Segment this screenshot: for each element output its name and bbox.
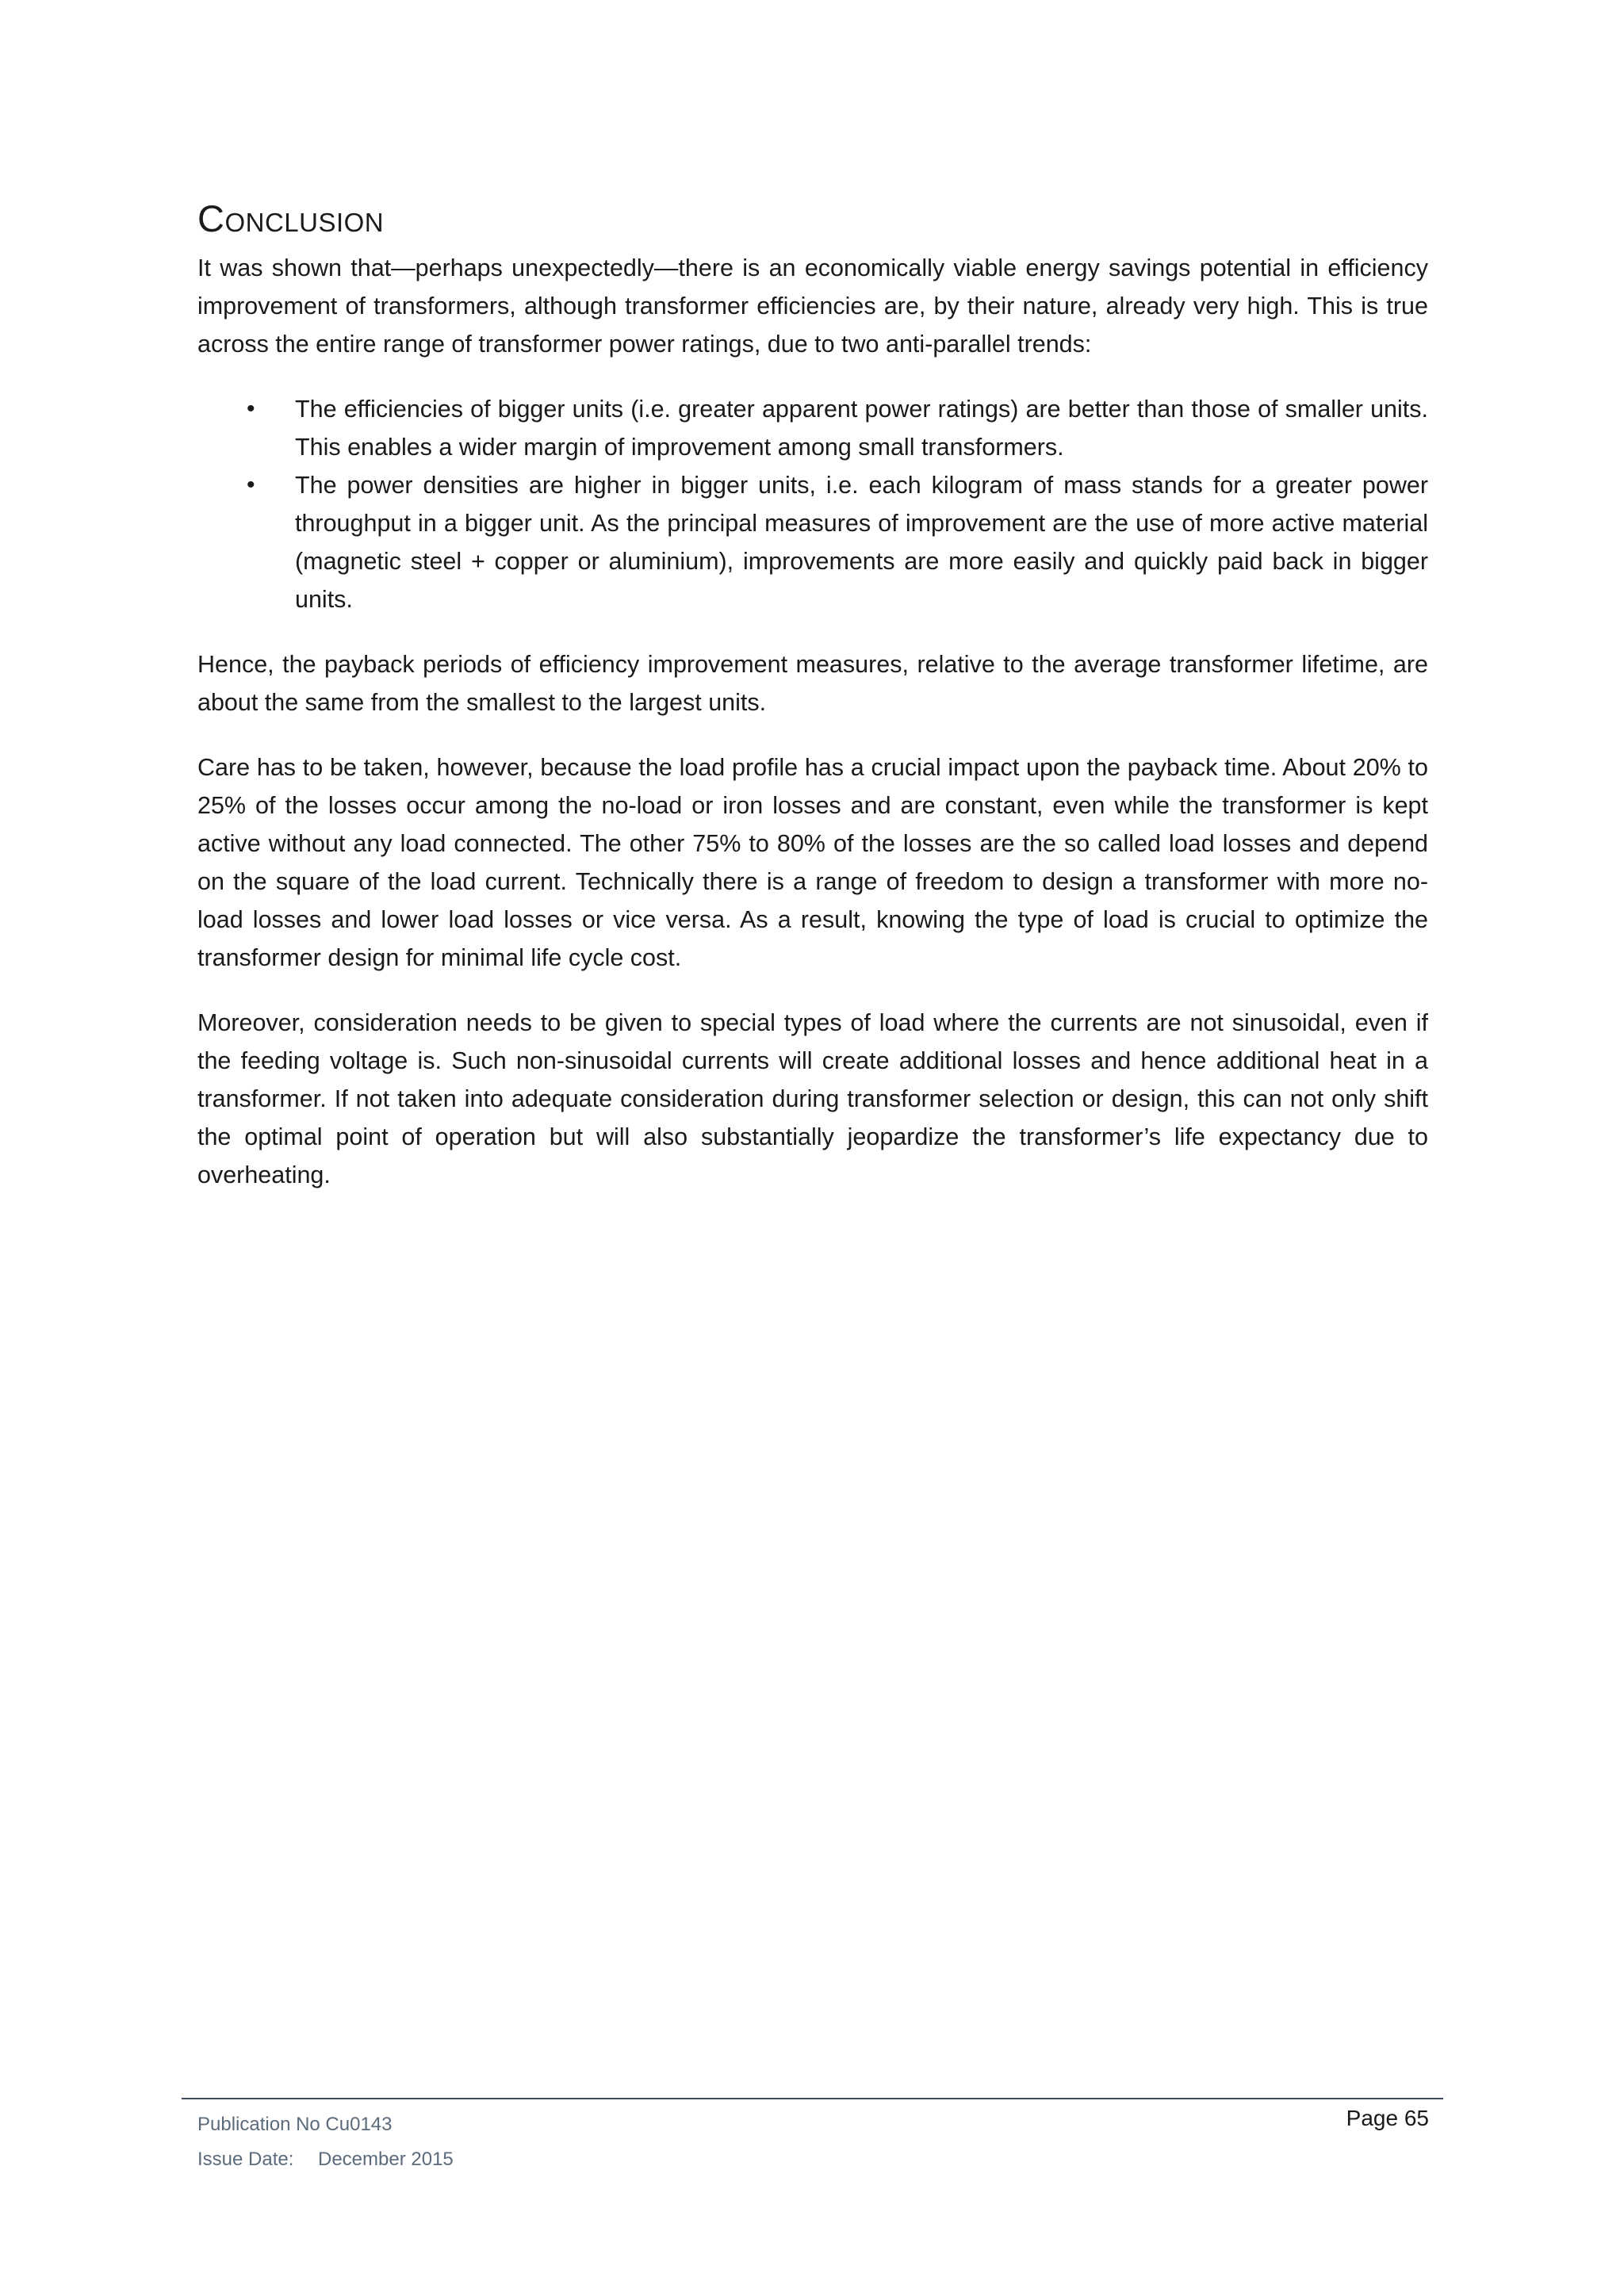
list-item (197, 390, 1428, 466)
bullet-text: The efficiencies of bigger units (i.e. greater apparent power ratings) are better than those of smaller units. This enables a wider margin of improvement among small transformers. (295, 396, 1428, 461)
issue-date-value: December 2015 (318, 2149, 454, 2170)
bullet-icon: • (247, 396, 255, 423)
section-heading: Conclusion (197, 197, 385, 239)
intro-paragraph: It was shown that—perhaps unexpectedly—there is an economically viable energy savings potential in efficiency improvement of transformers, although transformer efficiencies are, by their nature, already very high. This is true across the entire range of transformer power ratings, due to two anti-parallel trends: (197, 254, 1428, 358)
load-profile-paragraph: Care has to be taken, however, because the load profile has a crucial impact upon the payback time. About 20% to 25% of the losses occur among the no-load or iron losses and are constant, even while the transformer is kept active without any load connected. The other 75% to 80% of the losses are the so called load losses and depend on the square of the load current. Technically there is a range of freedom to design a transformer with more no-load losses and lower load losses or vice versa. As a result, knowing the type of load is crucial to optimize the transformer design for minimal life cycle cost. (197, 754, 1428, 972)
list-item (197, 466, 1428, 618)
non-sinusoidal-paragraph: Moreover, consideration needs to be given to special types of load where the currents are not sinusoidal, even if the feeding voltage is. Such non-sinusoidal currents will create additional losses and hence additional heat in a transformer. If not taken into adequate consideration during transformer selection or design, this can not only shift the optimal point of operation but will also substantially jeopardize the transformer’s life expectancy due to overheating. (197, 1009, 1428, 1189)
bullet-icon: • (247, 472, 255, 499)
bullet-text: The power densities are higher in bigger units, i.e. each kilogram of mass stands for a greater power throughput in a bigger unit. As the principal measures of improvement are the use of more active material (magnetic steel + copper or aluminium), improvements are more easily and quickly paid back in bigger units. (295, 472, 1428, 614)
page-content (197, 197, 1428, 1221)
payback-paragraph: Hence, the payback periods of efficiency improvement measures, relative to the average transformer lifetime, are about the same from the smallest to the largest units. (197, 651, 1428, 717)
publication-number: Publication No Cu0143 (197, 2114, 393, 2135)
footer-info (197, 2107, 454, 2177)
issue-date-row (197, 2142, 454, 2177)
issue-date-label: Issue Date: (197, 2149, 294, 2170)
page-number: Page 65 (1346, 2106, 1429, 2130)
footer-divider (182, 2098, 1443, 2099)
bullet-list (197, 390, 1428, 618)
